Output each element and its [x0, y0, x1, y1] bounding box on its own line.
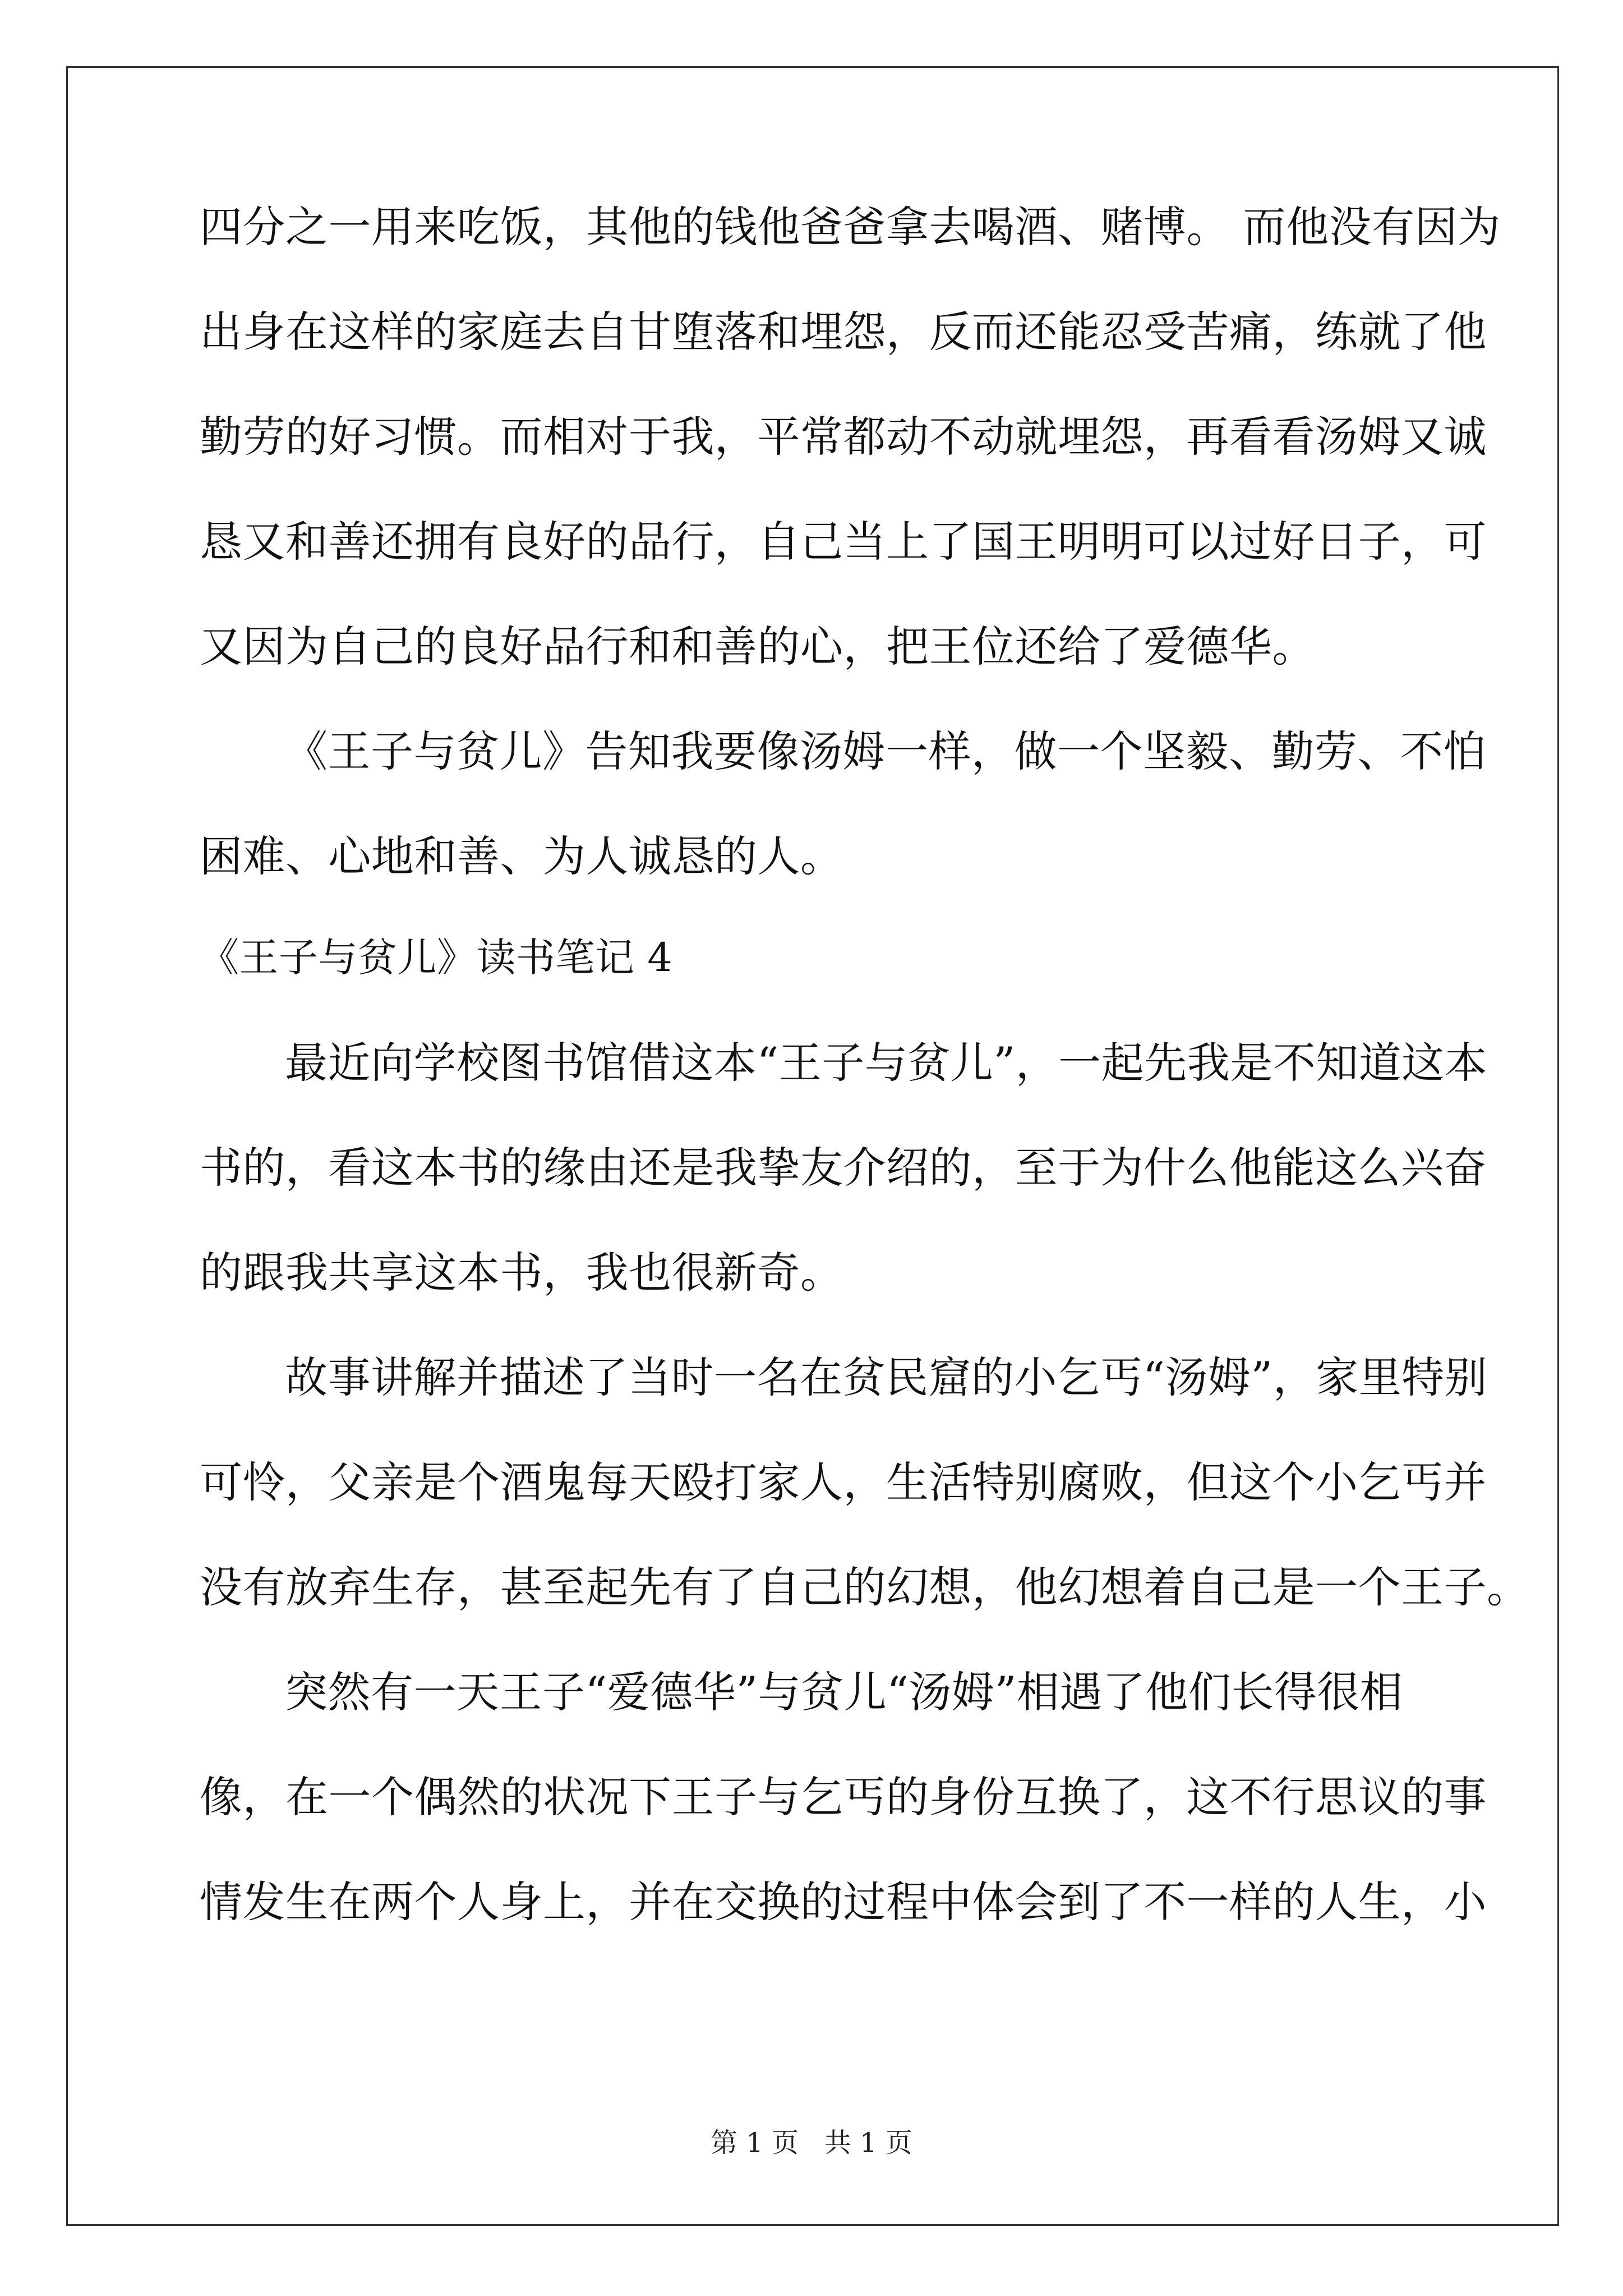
text-line: 情发生在两个人身上，并在交换的过程中体会到了不一样的人生，小	[200, 1877, 1487, 1927]
text-line: 书的，看这本书的缘由还是我挚友介绍的，至于为什么他能这么兴奋	[200, 1143, 1487, 1193]
text-line: 恳又和善还拥有良好的品行，自己当上了国王明明可以过好日子，可	[200, 517, 1487, 567]
text-line: 突然有一天王子“爱德华”与贫儿“汤姆”相遇了他们长得很相	[285, 1667, 1403, 1717]
text-line: 出身在这样的家庭去自甘堕落和埋怨，反而还能忍受苦痛，练就了他	[200, 307, 1487, 357]
text-line: 勤劳的好习惯。而相对于我，平常都动不动就埋怨，再看看汤姆又诚	[200, 412, 1487, 462]
text-line: 《王子与贫儿》告知我要像汤姆一样，做一个坚毅、勤劳、不怕	[285, 726, 1486, 776]
text-line: 没有放弃生存，甚至起先有了自己的幻想，他幻想着自己是一个王子。	[200, 1562, 1530, 1612]
section-heading: 《王子与贫儿》读书笔记 4	[200, 935, 673, 981]
page-number-footer: 第 1 页 共 1 页	[711, 2127, 912, 2159]
text-line: 四分之一用来吃饭，其他的钱他爸爸拿去喝酒、赌博。 而他没有因为	[200, 202, 1501, 252]
text-line: 又因为自己的良好品行和和善的心，把王位还给了爱德华。	[200, 622, 1315, 671]
text-line: 像，在一个偶然的状况下王子与乞丐的身份互换了，这不行思议的事	[200, 1772, 1487, 1822]
text-line: 的跟我共享这本书，我也很新奇。	[200, 1248, 843, 1297]
text-line: 可怜，父亲是个酒鬼每天殴打家人，生活特别腐败，但这个小乞丐并	[200, 1457, 1487, 1507]
text-line: 困难、心地和善、为人诚恳的人。	[200, 831, 843, 881]
text-line: 故事讲解并描述了当时一名在贫民窟的小乞丐“汤姆”，家里特别	[285, 1352, 1488, 1402]
text-line: 最近向学校图书馆借这本“王子与贫儿”，一起先我是不知道这本	[285, 1038, 1488, 1088]
